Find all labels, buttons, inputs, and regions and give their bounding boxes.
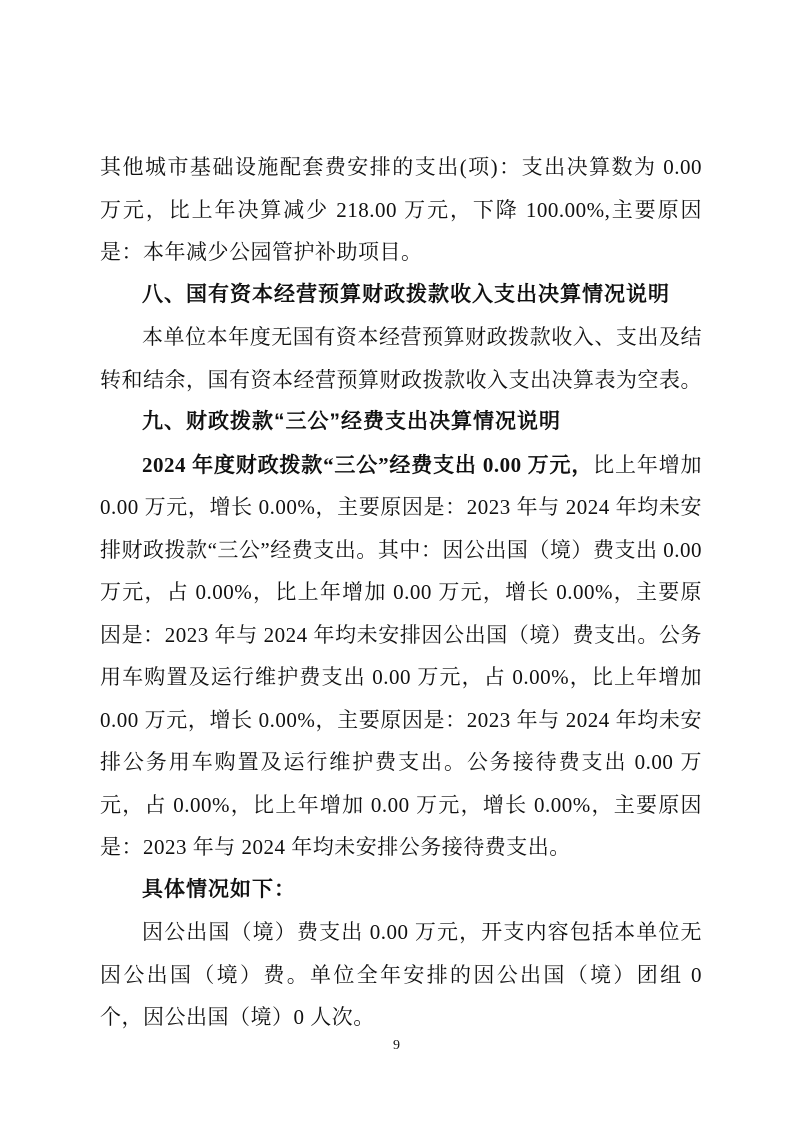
paragraph: 2024 年度财政拨款“三公”经费支出 0.00 万元，比上年增加 0.00 万元，增长 0.00%，主要原因是：2023 年与 2024 年均未安排财政拨款“三公”经费支出。其中：因公出国（境）费支出 0.00 万元，占 0.00%，比上年增加 0.00 万元，增长 0.00%，主要原因是：2023 年与 2024 年均未安排因公出国（境）费支出。公务用车购置及运行维护费支出 0.00 万元，占 0.00%，比上年增加 0.00 万元，增长 0.00%，主要原因是：2023 年与 2024 年均未安排公务用车购置及运行维护费支出。公务接待费支出 0.00 万元，占 0.00%，比上年增加 0.00 万元，增长 0.00%，主要原因是：2023 年与 2024 年均未安排公务接待费支出。 [100,452,703,859]
document-content [100,146,702,1039]
section-heading: 具体情况如下： [142,877,296,901]
page-number: 9 [393,1038,400,1053]
paragraph: 本单位本年度无国有资本经营预算财政拨款收入、支出及结转和结余，国有资本经营预算财政拨款收入支出决算表为空表。 [100,325,702,392]
paragraph: 因公出国（境）费支出 0.00 万元，开支内容包括本单位无因公出国（境）费。单位全年安排的因公出国（境）团组 0 个，因公出国（境）0 人次。 [100,920,702,1029]
paragraph: 其他城市基础设施配套费安排的支出(项)：支出决算数为 0.00 万元，比上年决算减少 218.00 万元，下降 100.00%,主要原因是：本年减少公园管护补助项目。 [100,155,702,264]
bold-lead-text: 2024 年度财政拨款“三公”经费支出 0.00 万元， [142,452,594,477]
section-heading: 九、财政拨款“三公”经费支出决算情况说明 [142,410,561,433]
section-heading: 八、国有资本经营预算财政拨款收入支出决算情况说明 [142,282,670,306]
